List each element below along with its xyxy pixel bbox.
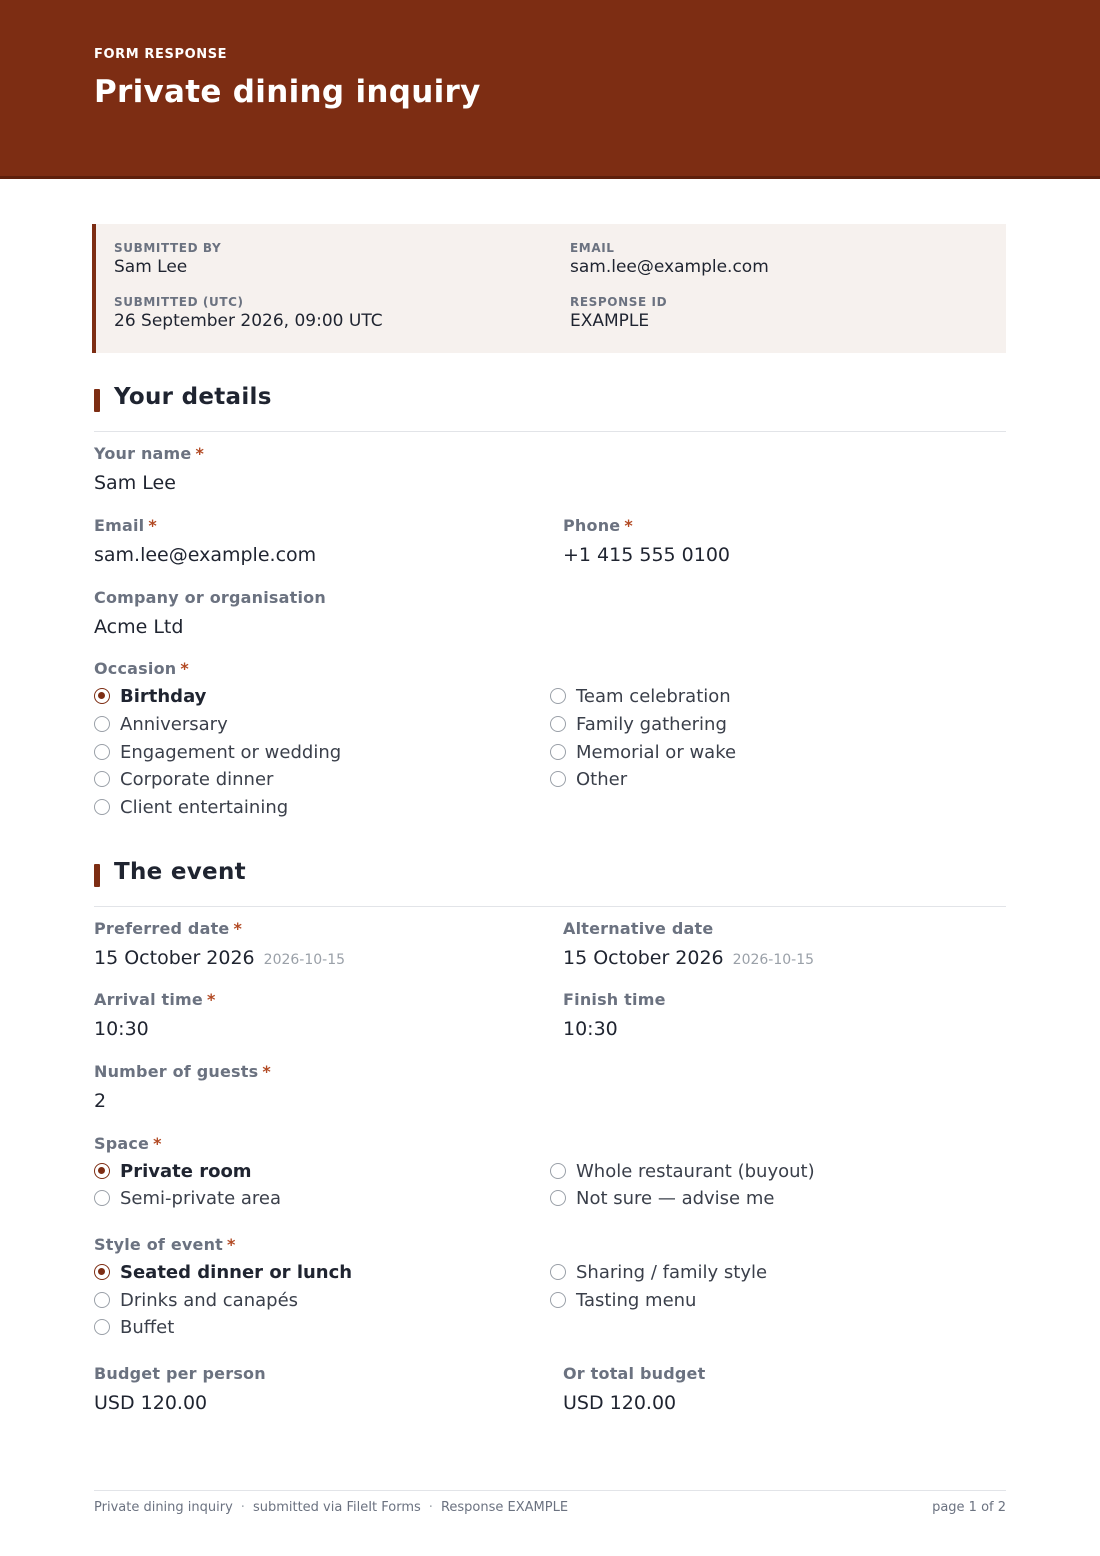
space-option-not-sure xyxy=(550,1186,774,1210)
radio-empty-icon xyxy=(94,1190,110,1206)
space-option-private-room xyxy=(94,1159,252,1183)
section-your-details xyxy=(94,384,1006,432)
footer-info xyxy=(94,1500,568,1515)
field-value: +1 415 555 0100 xyxy=(563,544,731,566)
option-label: Semi-private area xyxy=(120,1187,282,1209)
radio-empty-icon xyxy=(94,1292,110,1308)
field-alternative-date xyxy=(563,919,814,969)
option-label: Corporate dinner xyxy=(120,768,274,790)
radio-empty-icon xyxy=(94,744,110,760)
required-marker: * xyxy=(233,919,243,938)
required-marker: * xyxy=(262,1062,271,1081)
field-phone xyxy=(563,516,730,566)
field-style-of-event xyxy=(94,1235,236,1254)
field-space xyxy=(94,1134,162,1153)
meta-value: Sam Lee xyxy=(114,257,188,277)
iso-date: 2026-10-15 xyxy=(732,952,815,968)
field-company xyxy=(94,588,326,638)
meta-label: EMAIL xyxy=(570,241,615,255)
option-label: Not sure — advise me xyxy=(576,1187,775,1209)
required-marker: * xyxy=(180,659,189,678)
field-label: Your name * xyxy=(94,444,205,463)
section-the-event xyxy=(94,859,1006,907)
occasion-option-team-celebration xyxy=(550,684,731,708)
field-label: Phone * xyxy=(563,516,633,535)
option-label: Tasting menu xyxy=(576,1289,697,1311)
field-value: 15 October 2026 2026-10-15 xyxy=(94,947,346,969)
meta-submitted-by xyxy=(114,241,221,277)
option-label: Drinks and canapés xyxy=(120,1289,299,1311)
page-title: Private dining inquiry xyxy=(94,74,481,110)
radio-empty-icon xyxy=(94,1319,110,1335)
option-label: Buffet xyxy=(120,1316,175,1338)
radio-empty-icon xyxy=(550,771,566,787)
occasion-option-family-gathering xyxy=(550,712,727,736)
radio-selected-icon xyxy=(94,1163,110,1179)
radio-empty-icon xyxy=(550,744,566,760)
required-marker: * xyxy=(207,990,216,1009)
radio-selected-icon xyxy=(94,1264,110,1280)
style-option-tasting xyxy=(550,1288,696,1312)
occasion-option-other xyxy=(550,767,627,791)
meta-value: 26 September 2026, 09:00 UTC xyxy=(114,311,383,331)
meta-value: sam.lee@example.com xyxy=(570,257,769,277)
option-label: Memorial or wake xyxy=(576,741,737,763)
field-value: 15 October 2026 2026-10-15 xyxy=(563,947,815,969)
footer-via: submitted via FileIt Forms xyxy=(252,1500,421,1515)
meta-submitted-utc xyxy=(114,295,383,331)
field-label: Finish time xyxy=(563,990,666,1009)
field-email xyxy=(94,516,316,566)
footer-form-name: Private dining inquiry xyxy=(94,1500,233,1515)
meta-label: SUBMITTED BY xyxy=(114,241,222,255)
field-preferred-date xyxy=(94,919,345,969)
field-label: Alternative date xyxy=(563,919,714,938)
option-label: Sharing / family style xyxy=(576,1261,768,1283)
meta-response-id xyxy=(570,295,667,331)
section-accent-bar xyxy=(94,864,100,887)
footer-separator: · xyxy=(428,1500,433,1515)
style-option-buffet xyxy=(94,1315,174,1339)
form-header xyxy=(0,0,1100,179)
field-value: USD 120.00 xyxy=(94,1392,208,1414)
field-label: Style of event * xyxy=(94,1235,236,1254)
style-option-sharing xyxy=(550,1260,767,1284)
option-label: Client entertaining xyxy=(120,796,289,818)
option-label: Anniversary xyxy=(120,713,228,735)
iso-date: 2026-10-15 xyxy=(263,952,346,968)
radio-empty-icon xyxy=(550,716,566,732)
field-label: Occasion * xyxy=(94,659,189,678)
radio-selected-icon xyxy=(94,688,110,704)
radio-empty-icon xyxy=(94,771,110,787)
page-number: page 1 of 2 xyxy=(932,1500,1006,1515)
field-finish-time xyxy=(563,990,666,1040)
required-marker: * xyxy=(227,1235,236,1254)
space-option-whole-restaurant xyxy=(550,1159,815,1183)
space-option-semi-private xyxy=(94,1186,281,1210)
field-your-name xyxy=(94,444,204,494)
meta-label: RESPONSE ID xyxy=(570,295,668,309)
field-label: Number of guests * xyxy=(94,1062,271,1081)
meta-value: EXAMPLE xyxy=(570,311,650,331)
option-label: Family gathering xyxy=(576,713,727,735)
field-label: Company or organisation xyxy=(94,588,326,607)
required-marker: * xyxy=(153,1134,162,1153)
required-marker: * xyxy=(148,516,157,535)
occasion-option-corporate-dinner xyxy=(94,767,273,791)
field-value: sam.lee@example.com xyxy=(94,544,317,566)
radio-empty-icon xyxy=(94,716,110,732)
option-label: Whole restaurant (buyout) xyxy=(576,1160,815,1182)
radio-empty-icon xyxy=(94,799,110,815)
option-label: Team celebration xyxy=(576,685,731,707)
footer-response: Response EXAMPLE xyxy=(440,1500,569,1515)
option-label: Private room xyxy=(120,1160,252,1182)
meta-label: SUBMITTED (UTC) xyxy=(114,295,244,309)
field-value: USD 120.00 xyxy=(563,1392,677,1414)
occasion-option-client-entertaining xyxy=(94,795,288,819)
field-value: 2 xyxy=(94,1090,107,1112)
section-title: Your details xyxy=(114,384,272,410)
radio-empty-icon xyxy=(550,1190,566,1206)
field-arrival-time xyxy=(94,990,216,1040)
occasion-option-birthday xyxy=(94,684,206,708)
footer-separator: · xyxy=(240,1500,245,1515)
section-title: The event xyxy=(114,859,246,885)
page-footer xyxy=(94,1490,1006,1515)
field-total-budget xyxy=(563,1364,705,1414)
field-label: Email * xyxy=(94,516,157,535)
required-marker: * xyxy=(624,516,633,535)
option-label: Other xyxy=(576,768,628,790)
field-value: Sam Lee xyxy=(94,472,176,494)
section-accent-bar xyxy=(94,389,100,412)
style-option-drinks xyxy=(94,1288,298,1312)
occasion-option-engagement xyxy=(94,740,341,764)
radio-empty-icon xyxy=(550,1292,566,1308)
option-label: Birthday xyxy=(120,685,207,707)
field-label: Or total budget xyxy=(563,1364,706,1383)
option-label: Seated dinner or lunch xyxy=(120,1261,353,1283)
occasion-option-anniversary xyxy=(94,712,228,736)
required-marker: * xyxy=(195,444,205,463)
field-label: Arrival time * xyxy=(94,990,216,1009)
field-value: 10:30 xyxy=(563,1018,618,1040)
radio-empty-icon xyxy=(550,1163,566,1179)
field-label: Budget per person xyxy=(94,1364,266,1383)
field-label: Space * xyxy=(94,1134,162,1153)
header-eyebrow: FORM RESPONSE xyxy=(94,47,228,62)
field-label: Preferred date * xyxy=(94,919,243,938)
option-label: Engagement or wedding xyxy=(120,741,342,763)
meta-email xyxy=(570,241,769,277)
radio-empty-icon xyxy=(550,688,566,704)
style-option-seated xyxy=(94,1260,352,1284)
submission-meta-box xyxy=(92,224,1006,353)
occasion-option-memorial xyxy=(550,740,736,764)
field-value: 10:30 xyxy=(94,1018,149,1040)
field-occasion xyxy=(94,659,189,678)
field-value: Acme Ltd xyxy=(94,616,184,638)
radio-empty-icon xyxy=(550,1264,566,1280)
field-budget-per-person xyxy=(94,1364,266,1414)
field-number-of-guests xyxy=(94,1062,271,1112)
